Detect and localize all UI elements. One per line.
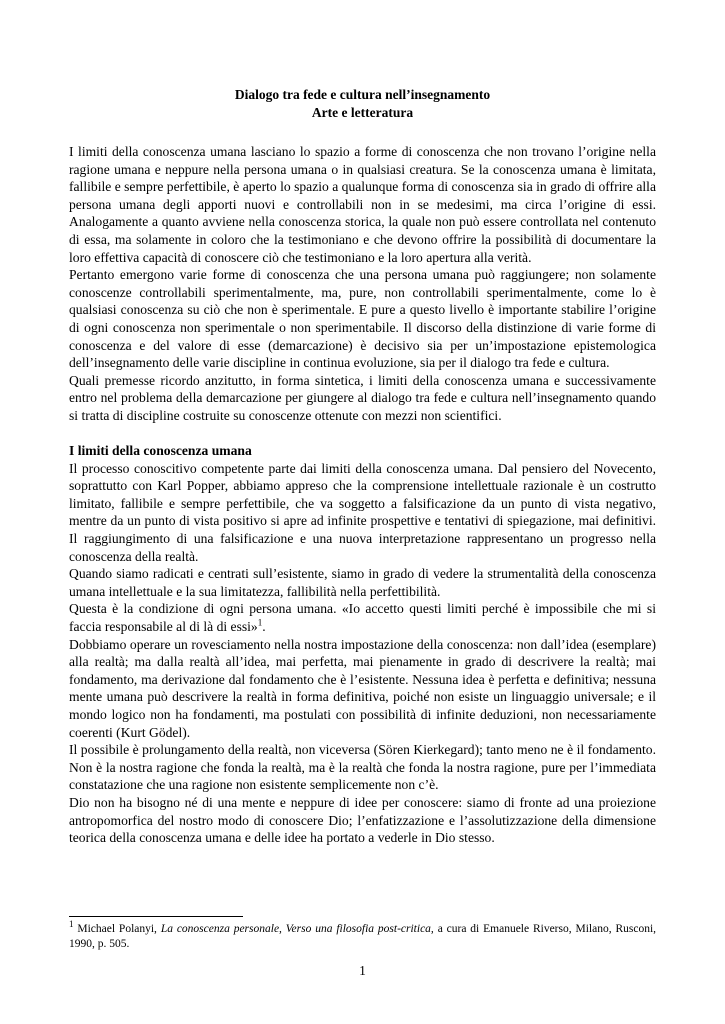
paragraph-1: I limiti della conoscenza umana lasciano lo spazio a forme di conoscenza che non trovano l’origine nella ragione umana e neppure nella persona umana o in qualsiasi creatura. Se la conoscenza umana è limitata, fallibile e sempre perfettibile, è aperto lo spazio a qualunque forma di conoscenza sia in grado di offrire alla persona umana degli apporti nuovi e controllabili non in se medesimi, ma circa l’origine di essi. Analogamente a quanto avviene nella conoscenza storica, la quale non può essere controllata nel contenuto di essa, ma solamente in coloro che la testimoniano e che devono offrire la possibilità di documentare la loro effettiva capacità di conoscere ciò che testimoniano e la loro apertura alla verità. [69, 144, 656, 265]
paragraph-7: Dobbiamo operare un rovesciamento nella nostra impostazione della conoscenza: non dall’idea (esemplare) alla realtà; ma dalla realtà all’idea, mai perfetta, mai pienamente in grado di descrivere la realtà; mai fondamento, ma derivazione dal fondamento che è l’esistente. Nessuna idea è perfetta e definitiva; nessuna mente umana può descrivere la realtà in forma definitiva, poiché non esiste un linguaggio universale; e il mondo logico non ha fondamenti, ma postulati con possibilità di infinite deduzioni, non necessariamente coerenti (Kurt Gödel). [69, 636, 656, 740]
footnote [69, 919, 657, 952]
paragraph-6 [69, 600, 656, 635]
document-title [69, 86, 656, 122]
footnote-details: a cura di Emanuele Riverso, Milano, Rusconi, 1990, p. 505. [69, 923, 657, 950]
paragraph-9: Dio non ha bisogno né di una mente e neppure di idee per conoscere: siamo di fronte ad una proiezione antropomorfica del nostro modo di conoscere Dio; l’enfatizzazione e l’assolutizzazione della dimensione teorica della conoscenza umana e delle idee ha portato a vederle in Dio stesso. [69, 794, 656, 846]
paragraph-8: Il possibile è prolungamento della realtà, non viceversa (Sören Kierkegard); tanto meno ne è il fondamento. Non è la nostra ragione che fonda la realtà, ma è la realtà che fonda la nostra ragione, pure per l’immediata constatazione che una ragione non esistente semplicemente non c’è. [69, 742, 656, 793]
title-line-1: Dialogo tra fede e cultura nell’insegnamento [234, 87, 491, 102]
paragraph-5: Quando siamo radicati e centrati sull’esistente, siamo in grado di vedere la strumentalità della conoscenza umana intellettuale e la sua limitatezza, fallibilità nella perfettibilità. [69, 566, 656, 599]
footnote-separator [69, 916, 243, 917]
title-line-2: Arte e letteratura [311, 105, 414, 120]
footnote-book-title: La conoscenza personale, Verso una filosofia post-critica, [160, 923, 434, 935]
section-heading: I limiti della conoscenza umana [69, 443, 252, 459]
paragraph-3: Quali premesse ricordo anzitutto, in forma sintetica, i limiti della conoscenza umana e successivamente entro nel problema della demarcazione per giungere al dialogo tra fede e cultura nell’insegnamento quando si tratta di discipline costruite su conoscenze ottenute con mezzi non scientifici. [69, 372, 656, 423]
footnote-reference[interactable]: 1 [257, 617, 263, 628]
page-number: 1 [359, 963, 366, 978]
paragraph-6-text: Questa è la condizione di ogni persona umana. «Io accetto questi limiti perché è impossibile che mi si faccia responsabile al di là di essi» [69, 601, 656, 635]
paragraph-2: Pertanto emergono varie forme di conoscenza che una persona umana può raggiungere; non solamente conoscenze controllabili sperimentalmente, ma, pure, non controllabili sperimentalmente, come lo è qualsiasi conoscenza su ciò che non è sperimentale. E pure a questo livello è importante stabilire l’origine di ogni conoscenza non sperimentale o non sperimentabile. Il discorso della distinzione di varie forme di conoscenza e del valore di esse (demarcazione) è decisivo sia per un’impostazione epistemologica dell’insegnamento delle varie discipline in continua evoluzione, sia per il dialogo tra fede e cultura. [69, 267, 656, 371]
paragraph-4: Il processo conoscitivo competente parte dai limiti della conoscenza umana. Dal pensiero del Novecento, soprattutto con Karl Popper, abbiamo appreso che la comprensione intellettuale razionale è un costrutto limitato, fallibile e sempre perfettibile, che va soggetto a falsificazione da un punto di vista negativo, mentre da un punto di vista positivo si apre ad infinite prospettive e tentativi di spiegazione, mai definitivi. Il raggiungimento di una falsificazione e una nuova interpretazione rappresentano un progresso nella conoscenza della realtà. [69, 460, 656, 564]
paragraph-6-end: . [262, 619, 266, 635]
document-body [69, 143, 656, 847]
footnote-author: Michael Polanyi, [77, 923, 157, 935]
footnote-number: 1 [69, 919, 74, 930]
